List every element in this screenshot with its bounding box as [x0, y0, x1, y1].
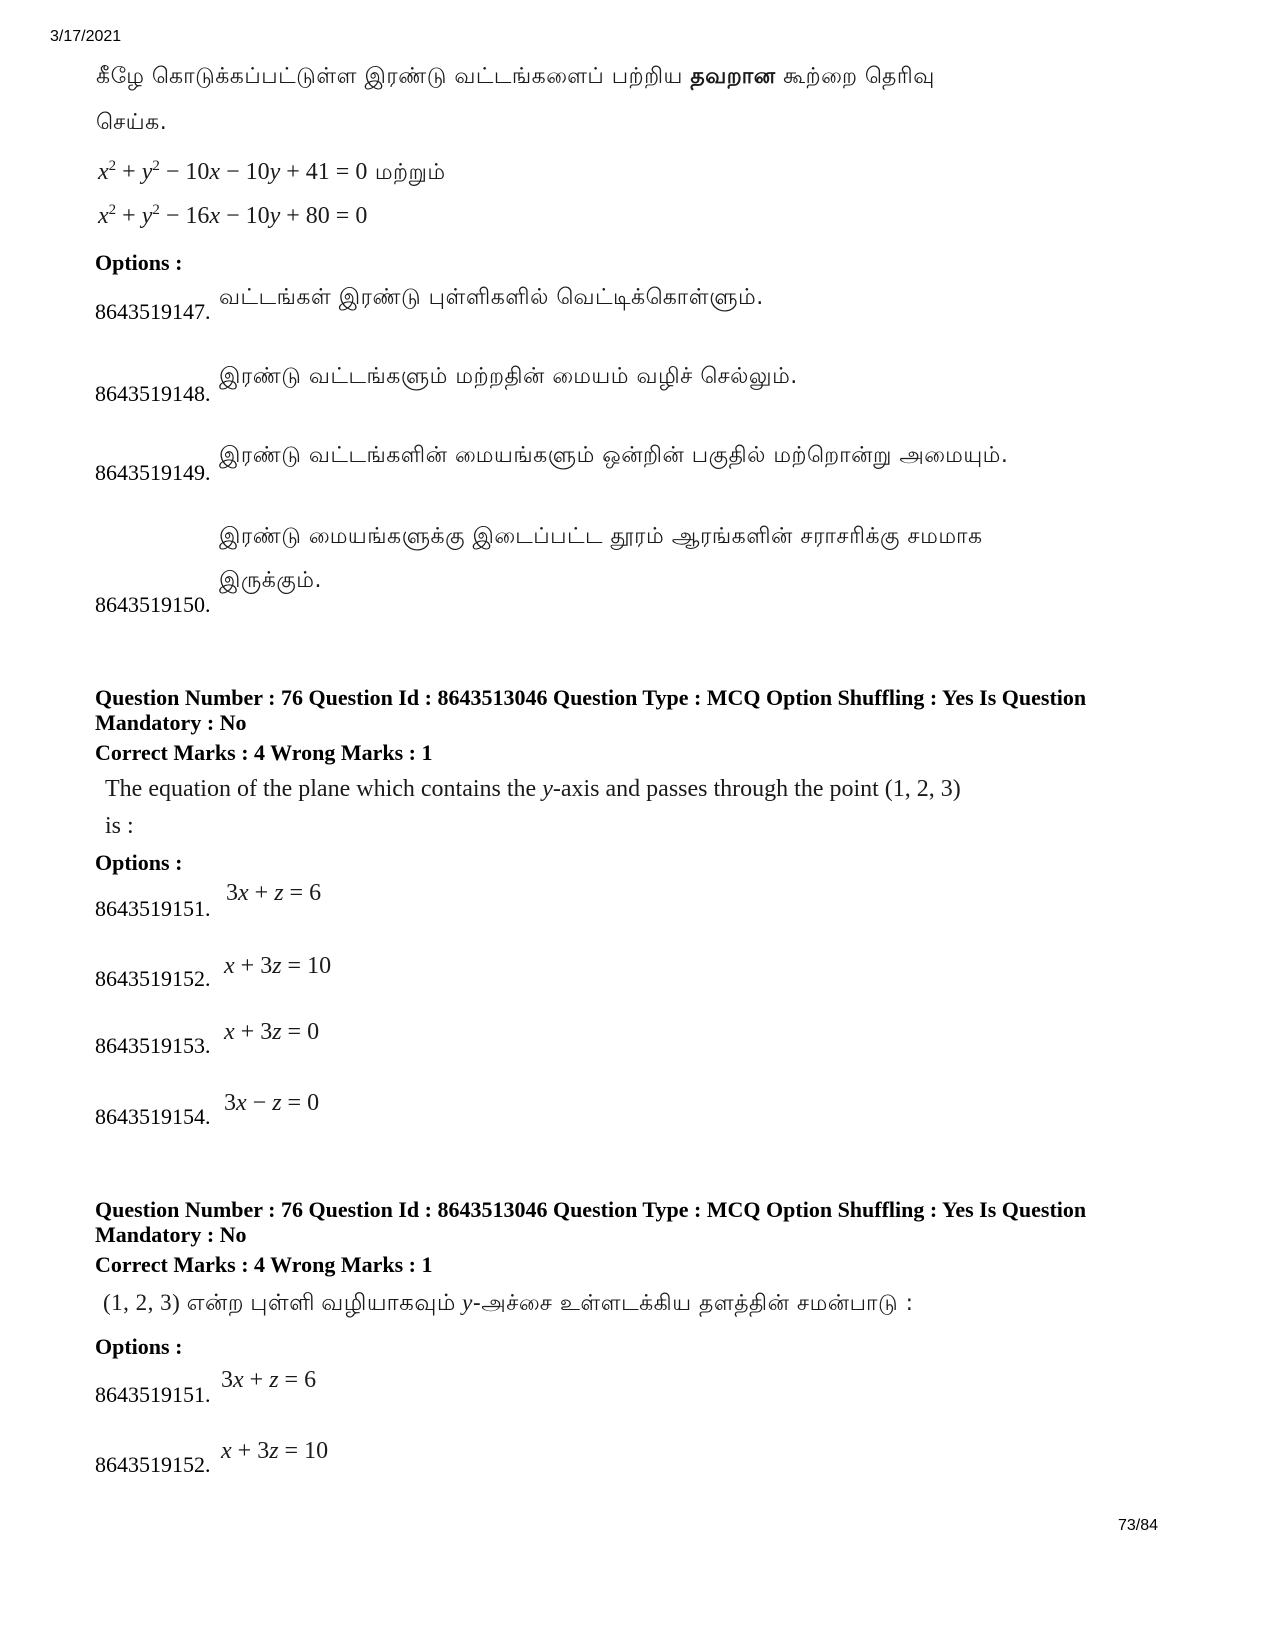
q75-option-1-id: 8643519147.: [95, 299, 211, 324]
q76-ta-stem: [103, 1290, 914, 1319]
q76-en-meta-line2: Mandatory : No: [95, 710, 247, 735]
q76-ta-option-1-equation[interactable]: 3x + z = 6: [221, 1367, 317, 1393]
q75-option-3-text[interactable]: இரண்டு வட்டங்களின் மையங்களும் ஒன்றின் பகுதில் மற்றொன்று அமையும்.: [219, 443, 1009, 468]
q75-equation-1-suffix: மற்றும்: [367, 160, 446, 185]
q75-option-2-text[interactable]: இரண்டு வட்டங்களும் மற்றதின் மையம் வழிச் செல்லும்.: [219, 364, 798, 389]
q75-equation-2: $x^2 + y^2 - 16x - 10y + 80 = 0$: [98, 202, 368, 229]
q76-ta-stem-var: y: [462, 1290, 473, 1315]
q76-en-option-3-id: 8643519153.: [95, 1033, 211, 1058]
q75-option-1-text[interactable]: வட்டங்கள் இரண்டு புள்ளிகளில் வெட்டிக்கொள்ளும்.: [219, 285, 764, 310]
q75-option-4-text-line2[interactable]: இருக்கும்.: [219, 568, 322, 593]
q76-en-stem-line2: is :: [105, 813, 134, 839]
q76-en-option-2-equation[interactable]: x + 3z = 10: [224, 953, 332, 979]
q76-en-stem-line1: [105, 776, 961, 803]
q75-option-4-text-line1[interactable]: இரண்டு மையங்களுக்கு இடைப்பட்ட தூரம் ஆரங்களின் சராசரிக்கு சமமாக: [219, 524, 983, 549]
q76-ta-meta: [95, 1197, 1105, 1247]
q75-option-4-id: 8643519150.: [95, 592, 211, 617]
q75-stem-line2: செய்க.: [96, 110, 168, 135]
q75-stem-line1-a: கீழே கொடுக்கப்பட்டுள்ள இரண்டு வட்டங்களைப் பற்றிய: [96, 64, 691, 89]
q76-ta-option-1-id: 8643519151.: [95, 1382, 211, 1407]
q76-ta-stem-b: -அச்சை உள்ளடக்கிய தளத்தின் சமன்பாடு :: [472, 1291, 914, 1316]
q76-ta-meta-line1: Question Number : 76 Question Id : 8643513046 Question Type : MCQ Option Shuffling : Yes Is Question: [95, 1197, 1087, 1222]
q76-ta-stem-a: (1, 2, 3) என்ற புள்ளி வழியாகவும்: [103, 1290, 463, 1315]
q76-ta-options-label: Options :: [95, 1334, 183, 1359]
q76-en-stem-var: y: [542, 776, 553, 802]
q76-en-option-4-equation[interactable]: 3x − z = 0: [224, 1090, 320, 1116]
page-number: 73/84: [1118, 1517, 1159, 1534]
q75-stem-line1: [96, 64, 935, 92]
q76-en-option-4-id: 8643519154.: [95, 1104, 211, 1129]
q76-ta-meta-line2: Mandatory : No: [95, 1222, 247, 1247]
print-date: 3/17/2021: [50, 28, 122, 45]
q76-en-stem-b: -axis and passes through the point (1, 2, 3): [552, 776, 961, 802]
q75-equation-1: $x^2 + y^2 - 10x - 10y + 41 = 0$ மற்றும்: [98, 158, 446, 185]
q76-en-meta: [95, 685, 1105, 735]
q75-option-3-id: 8643519149.: [95, 460, 211, 485]
q75-stem-emphasis: தவறான: [690, 64, 776, 89]
q75-option-2-id: 8643519148.: [95, 381, 211, 406]
q75-stem-line1-b: கூற்றை தெரிவு: [775, 64, 935, 89]
q76-en-option-2-id: 8643519152.: [95, 966, 211, 991]
q76-ta-marks: Correct Marks : 4 Wrong Marks : 1: [95, 1252, 433, 1277]
q76-en-stem-a: The equation of the plane which contains the: [105, 776, 543, 802]
q76-ta-option-2-equation[interactable]: x + 3z = 10: [221, 1438, 329, 1464]
q76-en-option-1-id: 8643519151.: [95, 896, 211, 921]
q76-en-option-1-equation[interactable]: 3x + z = 6: [226, 880, 322, 906]
q76-ta-option-2-id: 8643519152.: [95, 1452, 211, 1477]
q75-options-label: Options :: [95, 250, 183, 275]
q76-en-options-label: Options :: [95, 850, 183, 875]
q76-en-option-3-equation[interactable]: x + 3z = 0: [224, 1019, 320, 1045]
q76-en-marks: Correct Marks : 4 Wrong Marks : 1: [95, 740, 433, 765]
q76-en-meta-line1: Question Number : 76 Question Id : 8643513046 Question Type : MCQ Option Shuffling : Yes Is Question: [95, 685, 1087, 710]
